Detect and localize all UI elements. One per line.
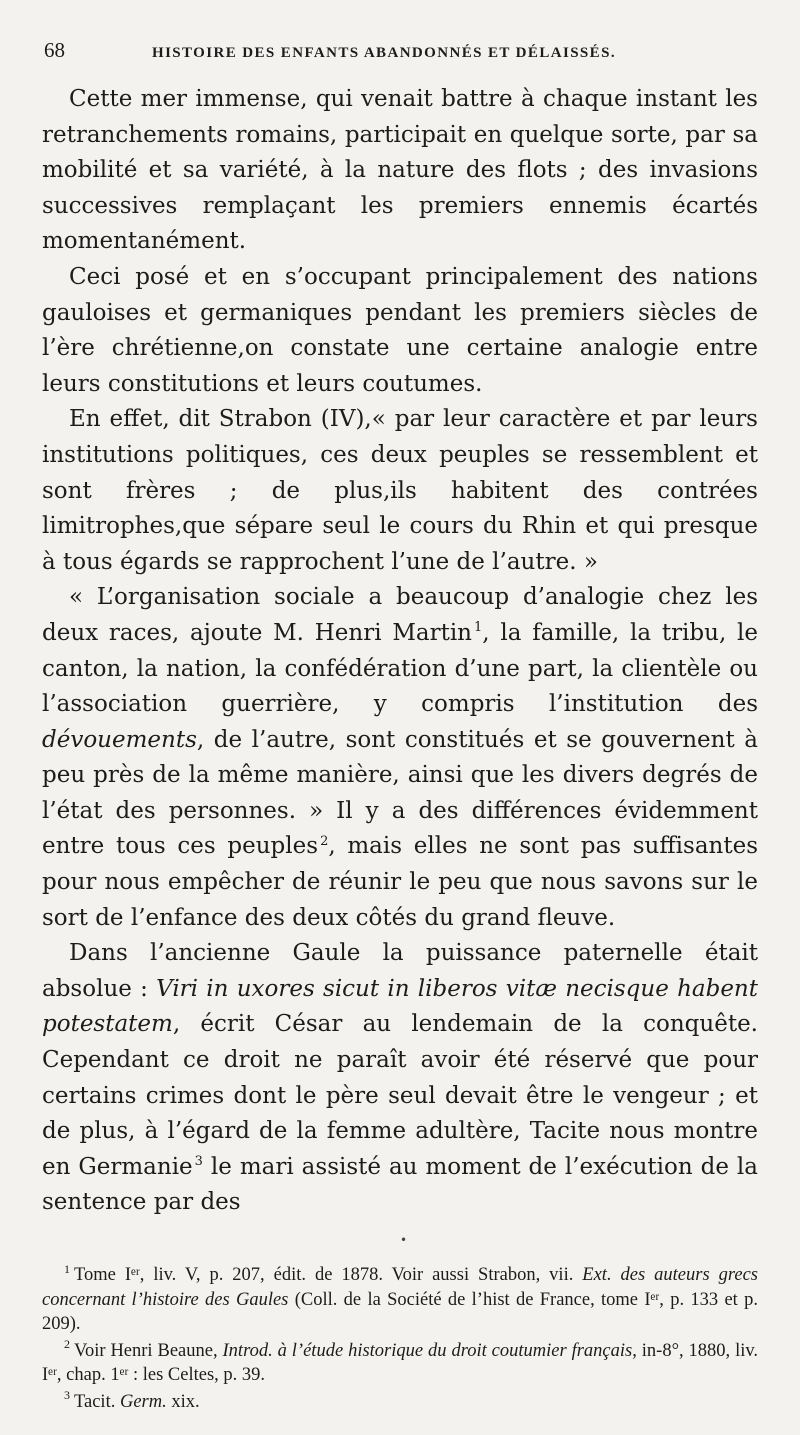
paragraph-3 <box>42 402 758 580</box>
paragraph-4-text-c: , de l’autre, sont constitués et se gouvernent à peu près de la même manière, ainsi que les divers degrés de l’état des personnes. » Il y a des différences évidemment entre tous ces peuples <box>42 726 758 860</box>
footnote-2-text-b: , in-8°, 1880, liv. Iᵉʳ, chap. 1ᵉʳ : les Celtes, p. 39. <box>42 1340 759 1385</box>
page-header <box>42 38 758 78</box>
footnote-3-text-b: xix. <box>166 1391 200 1412</box>
paragraph-4-text-a: « L’organisation sociale a beaucoup d’analogie chez les deux races, ajoute M. Henri Martin <box>42 584 758 646</box>
paragraph-1 <box>42 82 758 260</box>
paragraph-4-text-b: , la famille, la tribu, le canton, la nation, la confédération d’une part, la clientèle ou l’association guerrière, y compris l’institution des <box>42 619 758 718</box>
footnote-2-text-a: Voir Henri Beaune, <box>74 1340 223 1361</box>
paragraph-5-text-c: le mari assisté au moment de l’exécution de la sentence par des <box>42 1153 758 1216</box>
footnote-3-text-a: Tacit. <box>74 1391 120 1412</box>
footnote-ref-1[interactable]: 1 <box>474 620 483 636</box>
footnote-ref-3[interactable]: 3 <box>194 1154 203 1170</box>
paragraph-1-text: Cette mer immense, qui venait battre à chaque instant les retranchements romains, participait en quelque sorte, par sa mobilité et sa variété, à la nature des flots ; des invasions successives remplaçant les premiers ennemis écartés momentanément. <box>42 86 758 255</box>
paragraph-4-text-d: , mais elles ne sont pas suffisantes pour nous empêcher de réunir le peu que nous savons sur le sort de l’enfance des deux côtés du grand fleuve. <box>42 833 759 931</box>
paragraph-4 <box>42 580 758 936</box>
paragraph-2 <box>42 260 758 402</box>
footnote-1-number: 1 <box>64 1261 70 1276</box>
footnote-2-number: 2 <box>64 1337 70 1352</box>
paragraph-5-text-a: Dans l’ancienne Gaule la puissance paternelle était absolue : <box>42 940 758 1002</box>
footnote-2-italic: Introd. à l’étude historique du droit coutumier français <box>222 1340 633 1361</box>
paragraph-2-text: Ceci posé et en s’occupant principalement des nations gauloises et germaniques pendant les premiers siècles de l’ère chrétienne,on constate une certaine analogie entre leurs constitutions et leurs coutumes. <box>42 263 758 397</box>
paragraph-5 <box>42 936 758 1221</box>
paragraph-4-italic: dévouements <box>42 726 197 753</box>
footnote-1-text-b: (Coll. de la Société de l’hist de France, tome Iᵉʳ, p. 133 et p. 209). <box>42 1289 758 1334</box>
footnote-1-italic: Ext. des auteurs grecs concernant l’histoire des Gaules <box>42 1265 758 1310</box>
footnote-2 <box>42 1339 758 1388</box>
footnote-ref-2[interactable]: 2 <box>320 833 329 849</box>
footnote-separator-dot: • <box>400 1233 408 1247</box>
paragraph-5-text-b: , écrit César au lendemain de la conquête. Cependant ce droit ne paraît avoir été réservé que pour certains crimes dont le père seul devait être le vengeur ; et de plus, à l’égard de la femme adultère, Tacite nous montre en Germanie <box>42 1011 758 1180</box>
footnote-1-text-a: Tome Iᵉʳ, liv. V, p. 207, édit. de 1878. Voir aussi Strabon, vii. <box>74 1265 583 1285</box>
footnotes <box>42 1263 758 1414</box>
page-number: 68 <box>44 38 65 62</box>
footnote-3-number: 3 <box>64 1388 70 1403</box>
paragraph-5-latin-quote: Viri in uxores sicut in liberos vitæ necisque habent potestatem <box>42 975 758 1038</box>
paragraph-3-text: En effet, dit Strabon (IV),« par leur caractère et par leurs institutions politiques, ces deux peuples se ressemblent et sont frères ; de plus,ils habitent des contrées limitrophes,que sépare seul le cours du Rhin et qui presque à tous égards se rapprochent l’une de l’autre. » <box>42 406 758 575</box>
footnote-3 <box>42 1390 758 1415</box>
footnote-3-italic: Germ. <box>119 1391 167 1412</box>
running-head: HISTOIRE DES ENFANTS ABANDONNÉS ET DÉLAISSÉS. <box>152 45 616 61</box>
body-text <box>42 82 758 1221</box>
footnote-1 <box>42 1263 758 1337</box>
